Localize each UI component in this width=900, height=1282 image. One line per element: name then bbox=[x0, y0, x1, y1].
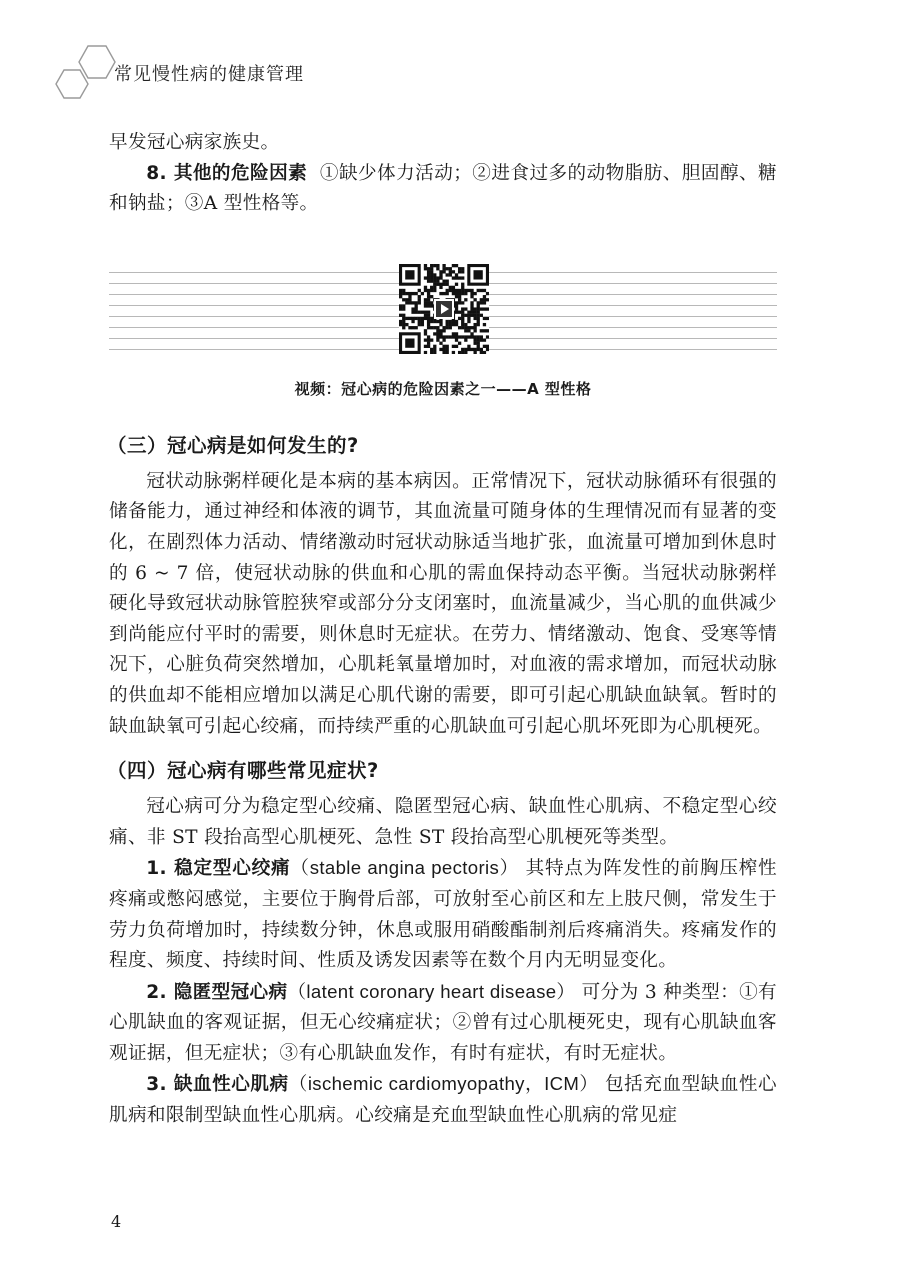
symptom-item-2-label: 2. 隐匿型冠心病 bbox=[146, 981, 288, 1003]
video-caption: 视频：冠心病的危险因素之一——A 型性格 bbox=[294, 379, 592, 398]
risk-item-8 bbox=[109, 159, 777, 220]
symptom-item-2-text: 可分为 3 种类型：①有心肌缺血的客观证据，但无心绞痛症状；②曾有过心肌梗死史，现有心肌缺血客观证据，但无症状；③有心肌缺血发作，有时有症状，有时无症状。 bbox=[109, 981, 777, 1064]
section-4-intro: 冠心病可分为稳定型心绞痛、隐匿型冠心病、缺血性心肌病、不稳定型心绞痛、非 ST 段抬高型心肌梗死、急性 ST 段抬高型心肌梗死等类型。 bbox=[109, 796, 777, 848]
qr-code-icon[interactable] bbox=[399, 264, 489, 354]
page-content bbox=[109, 128, 777, 1132]
risk-item-8-text: ①缺少体力活动；②进食过多的动物脂肪、胆固醇、糖和钠盐；③A 型性格等。 bbox=[109, 162, 777, 215]
symptom-item-1 bbox=[109, 853, 777, 976]
section-4-heading: （四）冠心病有哪些常见症状? bbox=[107, 759, 379, 783]
symptom-item-2 bbox=[109, 977, 777, 1070]
section-3-heading: （三）冠心病是如何发生的? bbox=[107, 433, 359, 457]
video-block bbox=[109, 264, 777, 358]
page-number: 4 bbox=[111, 1212, 122, 1231]
symptom-item-1-label: 1. 稳定型心绞痛 bbox=[146, 858, 291, 880]
symptom-item-1-text: 其特点为阵发性的前胸压榨性疼痛或憋闷感觉，主要位于胸骨后部，可放射至心前区和左上肢尺侧，常发生于劳力负荷增加时，持续数分钟，休息或服用硝酸酯制剂后疼痛消失。疼痛发作的程度、频度、持续时间、性质及诱发因素等在数个月内无明显变化。 bbox=[109, 858, 777, 972]
section-3-paragraph: 冠状动脉粥样硬化是本病的基本病因。正常情况下，冠状动脉循环有很强的储备能力，通过神经和体液的调节，其血流量可随身体的生理情况而有显著的变化，在剧烈体力活动、情绪激动时冠状动脉适当地扩张，血流量可增加到休息时的 6 ~ 7 倍，使冠状动脉的供血和心肌的需血保持动态平衡。当冠状动脉粥样硬化导致冠状动脉管腔狭窄或部分分支闭塞时，血流量减少，当心肌的血供减少到尚能应付平时的需要，则休息时无症状。在劳力、情绪激动、饱食、受寒等情况下，心脏负荷突然增加，心肌耗氧量增加时，对血液的需求增加，而冠状动脉的供血却不能相应增加以满足心肌代谢的需要，即可引起心肌缺血缺氧。暂时的缺血缺氧可引起心绞痛，而持续严重的心肌缺血可引起心肌坏死即为心肌梗死。 bbox=[109, 470, 777, 737]
running-title: 常见慢性病的健康管理 bbox=[114, 64, 304, 85]
symptom-item-2-latin: （latent coronary heart disease） bbox=[287, 980, 576, 1002]
symptom-item-3-text: 包括充血型缺血性心肌病和限制型缺血性心肌病。心绞痛是充血型缺血性心肌病的常见症 bbox=[109, 1074, 777, 1127]
intro-line: 早发冠心病家族史。 bbox=[109, 132, 280, 153]
risk-item-8-label: 8. 其他的危险因素 bbox=[146, 162, 308, 184]
symptom-item-3 bbox=[109, 1069, 777, 1131]
symptom-item-1-latin: （stable angina pectoris） bbox=[290, 857, 519, 879]
symptom-item-3-label: 3. 缺血性心肌病 bbox=[146, 1074, 289, 1096]
symptom-item-3-latin: （ischemic cardiomyopathy，ICM） bbox=[288, 1073, 599, 1095]
